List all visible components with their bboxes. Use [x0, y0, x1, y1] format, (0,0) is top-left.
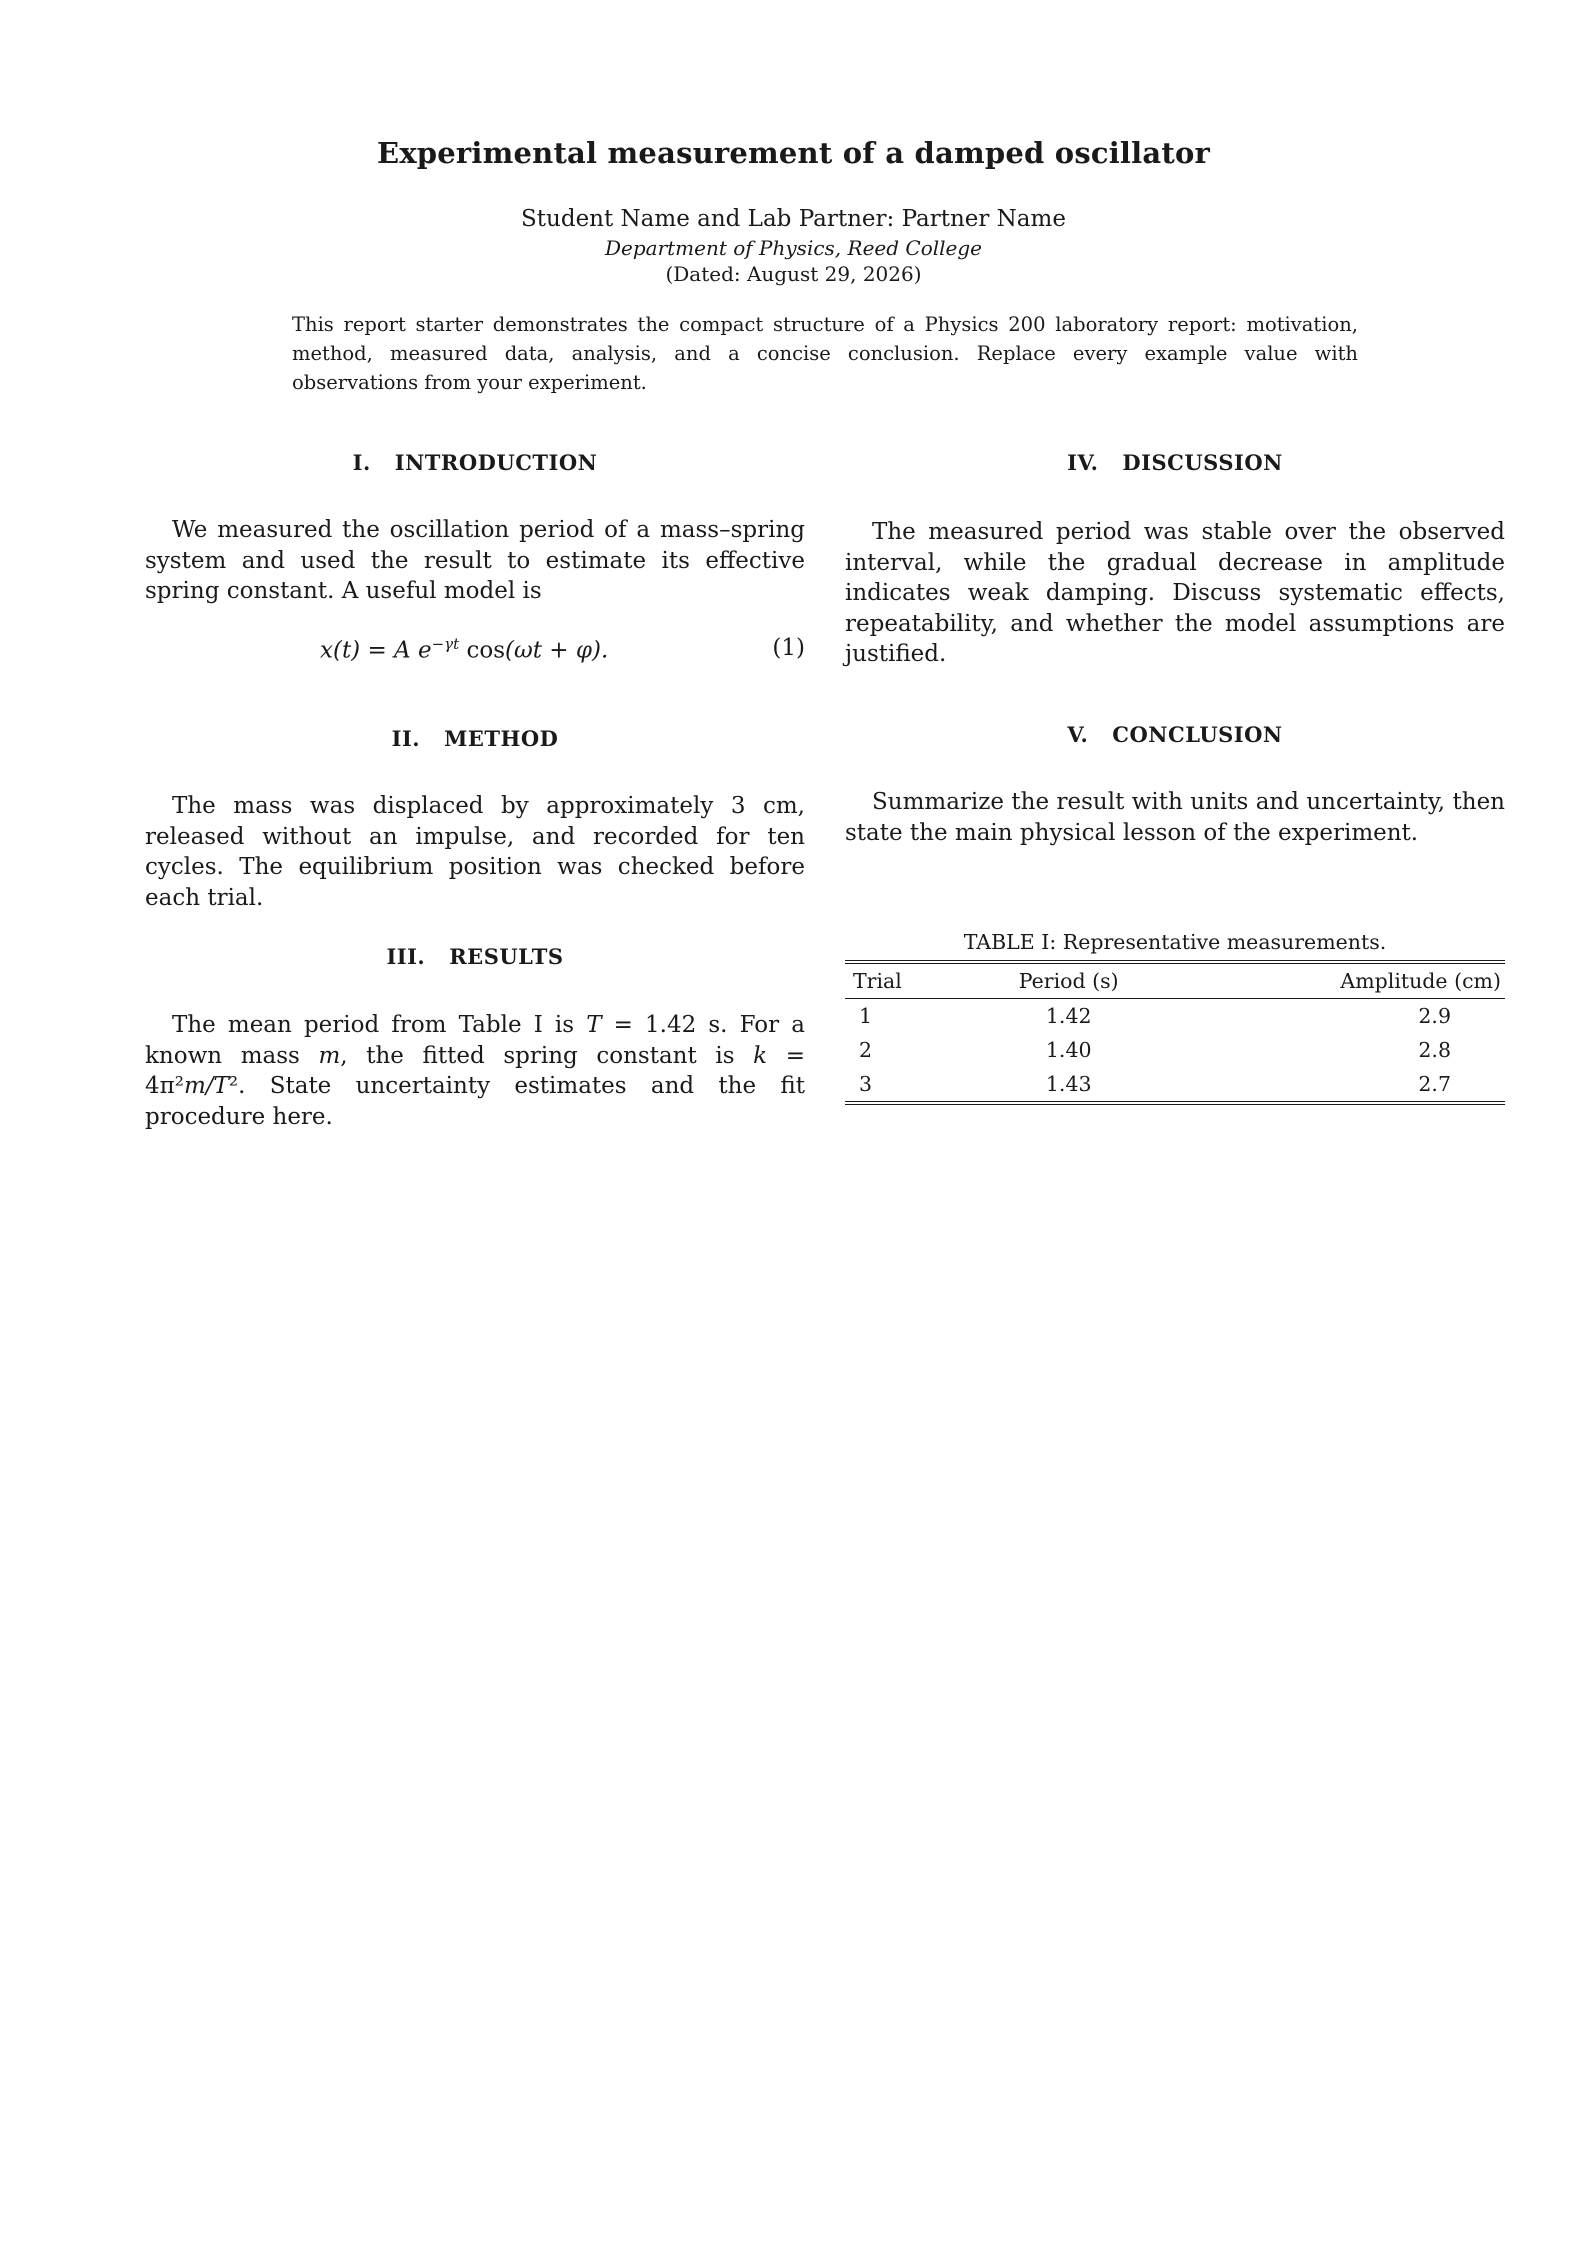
section-heading-discussion [845, 450, 1505, 475]
author-line: Student Name and Lab Partner: Partner Name [521, 206, 1066, 232]
table-row [845, 1033, 1505, 1067]
equation-function: cos [459, 637, 505, 664]
equation-expression [320, 635, 608, 664]
conclusion-paragraph: Summarize the result with units and uncertainty, then state the main physical lesson of the experiment. [845, 789, 1505, 846]
table-row [845, 1067, 1505, 1103]
results-text: ². State uncertainty estimates and the fit procedure here. [145, 1073, 805, 1130]
section-title: CONCLUSION [1112, 722, 1283, 747]
table-caption: TABLE I: Representative measurements. [963, 930, 1387, 954]
results-math: k [753, 1042, 768, 1069]
section-title: METHOD [444, 726, 559, 751]
equation-exponent: −γt [431, 635, 460, 653]
column-header: Amplitude (cm) [1340, 969, 1501, 993]
abstract: This report starter demonstrates the compact structure of a Physics 200 laboratory report: motivation, method, measured data, analysis, and a concise conclusion. Replace every example value with observations from your experiment. [292, 313, 1358, 394]
results-text: = 4π² [145, 1042, 805, 1099]
table-row [845, 999, 1505, 1034]
equation-number: (1) [772, 635, 805, 661]
measurements-table [845, 960, 1505, 1105]
equation-rhs: (ωt + φ). [505, 637, 609, 664]
affiliation: Department of Physics, Reed College [604, 236, 983, 260]
table-cell: 2.7 [1418, 1072, 1451, 1096]
section-title: DISCUSSION [1122, 450, 1283, 475]
section-heading-introduction [145, 450, 805, 475]
section-title: INTRODUCTION [394, 450, 598, 475]
section-heading-conclusion [845, 722, 1505, 747]
section-number: I. [352, 450, 371, 475]
table-cell: 2 [859, 1038, 873, 1062]
table-cell: 1.40 [1045, 1038, 1092, 1062]
results-math: m/T [183, 1073, 229, 1099]
section-number: IV. [1067, 450, 1099, 475]
table-cell: 2.9 [1418, 1004, 1451, 1028]
table-cell: 2.8 [1418, 1038, 1451, 1062]
date-line: (Dated: August 29, 2026) [665, 262, 922, 286]
introduction-paragraph: We measured the oscillation period of a mass–spring system and used the result to estimate its effective spring constant. A useful model is [145, 517, 805, 604]
results-text: , the fitted spring constant is [340, 1042, 754, 1069]
section-heading-results [145, 944, 805, 969]
results-math: m [318, 1042, 341, 1069]
table-cell: 1.42 [1045, 1004, 1092, 1028]
section-title: RESULTS [449, 944, 564, 969]
results-math: T [586, 1012, 602, 1038]
paper-title: Experimental measurement of a damped oscillator [377, 136, 1210, 170]
section-number: V. [1067, 722, 1089, 747]
results-text: = 1.42 s. For a known mass [145, 1012, 805, 1069]
section-heading-method [145, 726, 805, 751]
results-text: The mean period from Table I is [172, 1012, 587, 1038]
equation-lhs: x(t) = A e [320, 637, 432, 664]
column-header: Period (s) [1018, 969, 1119, 993]
table-header-row [845, 962, 1505, 999]
discussion-paragraph: The measured period was stable over the observed interval, while the gradual decrease in amplitude indicates weak damping. Discuss systematic effects, repeatability, and whether the model assumptions are justified. [845, 519, 1505, 667]
column-header: Trial [853, 969, 902, 993]
section-number: II. [391, 726, 421, 751]
table-cell: 3 [859, 1072, 873, 1096]
section-number: III. [386, 944, 426, 969]
results-paragraph [145, 1010, 805, 1132]
table-cell: 1.43 [1045, 1072, 1092, 1096]
method-paragraph: The mass was displaced by approximately 3 cm, released without an impulse, and recorded for ten cycles. The equilibrium position was checked before each trial. [145, 793, 805, 911]
table-cell: 1 [859, 1004, 873, 1028]
